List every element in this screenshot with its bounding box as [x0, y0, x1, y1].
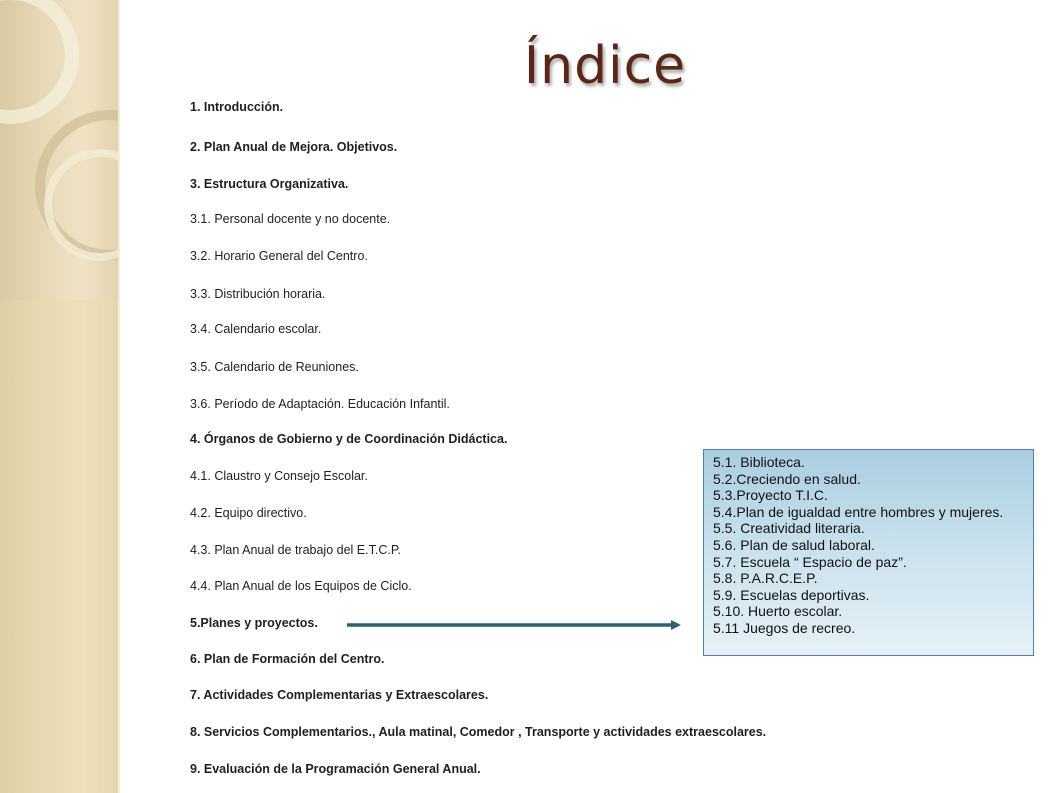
toc-item: 4.2. Equipo directivo. [190, 506, 307, 520]
toc-item: 3.1. Personal docente y no docente. [190, 212, 391, 226]
toc-item: 7. Actividades Complementarias y Extraescolares. [190, 688, 489, 702]
plan-list-item: 5.9. Escuelas deportivas. [713, 586, 870, 603]
plan-list-item: 5.2.Creciendo en salud. [713, 470, 861, 487]
plan-list-item: 5.3.Proyecto T.I.C. [713, 487, 828, 504]
toc-item: 3.5. Calendario de Reuniones. [190, 360, 359, 374]
toc-item: 4.3. Plan Anual de trabajo del E.T.C.P. [190, 543, 402, 557]
toc-item: 8. Servicios Complementarios., Aula matinal, Comedor , Transporte y actividades extraescolares. [190, 725, 767, 739]
plan-list-item: 5.10. Huerto escolar. [713, 603, 843, 620]
plan-list-item: 5.6. Plan de salud laboral. [713, 536, 875, 553]
decorative-circles [0, 0, 118, 793]
toc-item: 3.4. Calendario escolar. [190, 322, 322, 336]
toc-item: 9. Evaluación de la Programación General Anual. [190, 762, 481, 776]
toc-item: 4.4. Plan Anual de los Equipos de Ciclo. [190, 579, 412, 593]
decorative-sidebar [0, 0, 118, 793]
plan-list-item: 5.8. P.A.R.C.E.P. [713, 570, 818, 587]
plan-list-item: 5.4.Plan de igualdad entre hombres y mujeres. [713, 503, 1004, 520]
page-title: Índice [523, 36, 687, 96]
toc-item: 1. Introducción. [190, 100, 284, 114]
plan-list-item: 5.11 Juegos de recreo. [713, 619, 856, 636]
toc-item: 3.3. Distribución horaria. [190, 287, 326, 301]
plan-list-item: 5.1. Biblioteca. [713, 454, 805, 470]
sidebar-divider [118, 0, 120, 793]
toc-item: 3.6. Período de Adaptación. Educación Infantil. [190, 397, 450, 411]
arrow-right-icon [345, 618, 685, 634]
plan-list-item: 5.5. Creatividad literaria. [713, 520, 865, 537]
toc-item: 6. Plan de Formación del Centro. [190, 652, 385, 666]
toc-item: 3. Estructura Organizativa. [190, 177, 349, 191]
plans-projects-box [703, 449, 1034, 656]
toc-item: 2. Plan Anual de Mejora. Objetivos. [190, 140, 398, 154]
toc-item: 4. Órganos de Gobierno y de Coordinación Didáctica. [190, 432, 508, 446]
toc-item: 3.2. Horario General del Centro. [190, 249, 368, 263]
toc-item: 5.Planes y proyectos. [190, 616, 318, 630]
toc-item: 4.1. Claustro y Consejo Escolar. [190, 469, 368, 483]
plan-list-item: 5.7. Escuela “ Espacio de paz”. [713, 553, 907, 570]
